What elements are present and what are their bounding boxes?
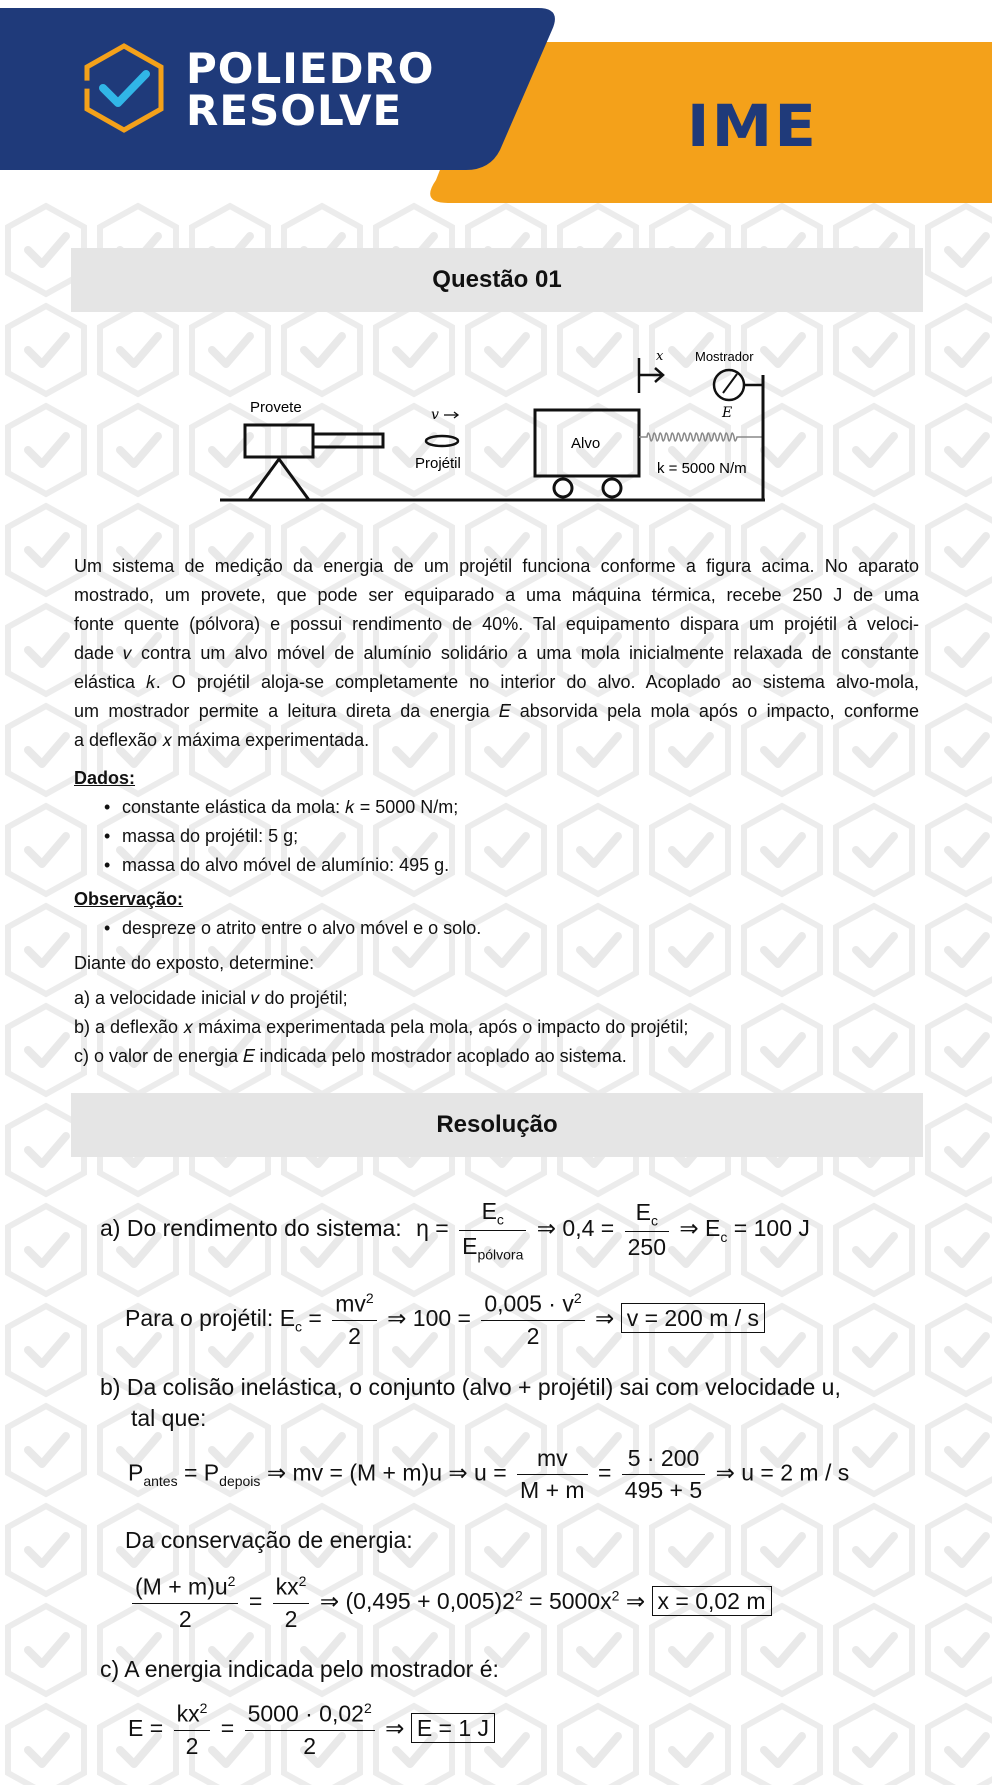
dados-title: Dados: (74, 768, 136, 788)
resolution-title-bar (71, 1093, 923, 1157)
solution-c-line: E = $\frac{kx^2}{2}$ = $\frac{5000 \cdot 0,02^2}{2}$ ⇒ E = 1 J (128, 1700, 495, 1760)
header-banner (0, 0, 992, 205)
brand-resolve: RESOLVE (186, 86, 403, 135)
v-label: v (431, 407, 439, 423)
answer-a-box: v = 200 m / s (621, 1303, 765, 1333)
answer-c-box: E = 1 J (411, 1713, 495, 1743)
question-title: Questão 01 (432, 266, 562, 293)
e-label: E (722, 405, 733, 421)
paragraph-line: mostrado, um provete, que pode ser equiparado a uma máquina térmica, recebe 250 J de uma (74, 585, 919, 605)
prompt: Diante do exposto, determine: (74, 953, 315, 973)
provete-label: Provete (250, 399, 302, 416)
dados-item: • massa do alvo móvel de alumínio: 495 g. (104, 855, 450, 875)
item-c: c) o valor de energia 𝐸 indicada pelo mostrador acoplado ao sistema. (74, 1046, 627, 1066)
conservation-intro: Da conservação de energia: (125, 1527, 413, 1553)
paragraph-line: Um sistema de medição da energia de um projétil funciona conforme a figura acima. No aparato (74, 556, 919, 576)
paragraph-line: um mostrador permite a leitura direta da energia 𝐸 absorvida pela mola após o impacto, conforme (74, 701, 919, 721)
resolution-title: Resolução (436, 1111, 558, 1138)
mostrador-label: Mostrador (695, 349, 754, 364)
dados-item: • constante elástica da mola: 𝑘 = 5000 N/m; (104, 797, 459, 817)
obs-item: • despreze o atrito entre o alvo móvel e o solo. (104, 918, 482, 938)
solution-projectile-line: Para o projétil: $E_c$ = $\frac{mv^2}{2}$ ⇒ 100 = $\frac{0,005 \cdot v^2}{2}$ ⇒ v = 200 m / s (125, 1290, 765, 1350)
paragraph-line: fonte quente (pólvora) e possui rendimento de 40%. Tal equipamento dispara um projétil à veloci- (74, 614, 919, 634)
item-b: b) a deflexão 𝑥 máxima experimentada pela mola, após o impacto do projétil; (74, 1017, 689, 1037)
brand-poliedro: POLIEDRO (186, 44, 435, 93)
apparatus-figure (215, 345, 775, 510)
projetil-label: Projétil (415, 455, 461, 472)
solution-a-line: a) Do rendimento do sistema: η = $\frac{E_c}{E_{pólvora}}$ ⇒ 0,4 = $\frac{E_c}{250}$ ⇒ $E_c = 100$ J (100, 1198, 810, 1263)
solution-b-line1: b) Da colisão inelástica, o conjunto (alvo + projétil) sai com velocidade u, (100, 1374, 841, 1400)
paragraph-line: dade 𝑣 contra um alvo móvel de alumínio solidário a uma mola inicialmente relaxada de constante (74, 643, 919, 663)
spring (639, 433, 762, 441)
exam-name: IME (686, 92, 819, 160)
solution-momentum-line: $P_{antes} = P_{depois}$ ⇒ mv = (M + m)u ⇒ u = $\frac{mv}{M + m}$ = $\frac{5 \cdot 200}{495 + 5}$ ⇒ u = 2 m / s (128, 1445, 850, 1503)
x-label: x (656, 349, 664, 364)
provete-barrel (313, 434, 383, 447)
paragraph-line: a deflexão 𝑥 máxima experimentada. (74, 730, 370, 750)
dados-item: • massa do projétil: 5 g; (104, 826, 299, 846)
solution-energy-line: $\frac{(M + m)u^2}{2}$ = $\frac{kx^2}{2}$ ⇒ $(0,495 + 0,005)2^2 = 5000x^2$ ⇒ x = 0,02 m (128, 1573, 772, 1633)
item-a: a) a velocidade inicial 𝑣 do projétil; (74, 988, 348, 1008)
paragraph-line: elástica 𝑘. O projétil aloja-se completamente no interior do alvo. Acoplado ao sistema alvo-mola, (74, 672, 919, 692)
answer-b-box: x = 0,02 m (652, 1586, 772, 1616)
k-label: k = 5000 N/m (657, 460, 747, 477)
solution-b-line2: tal que: (131, 1405, 207, 1431)
projetil-shape (426, 436, 458, 446)
solution-c-intro: c) A energia indicada pelo mostrador é: (100, 1656, 499, 1682)
question-paragraph (74, 552, 919, 755)
alvo-label: Alvo (571, 435, 601, 452)
provete-body (245, 425, 313, 457)
obs-title: Observação: (74, 889, 184, 909)
question-title-bar (71, 248, 923, 312)
